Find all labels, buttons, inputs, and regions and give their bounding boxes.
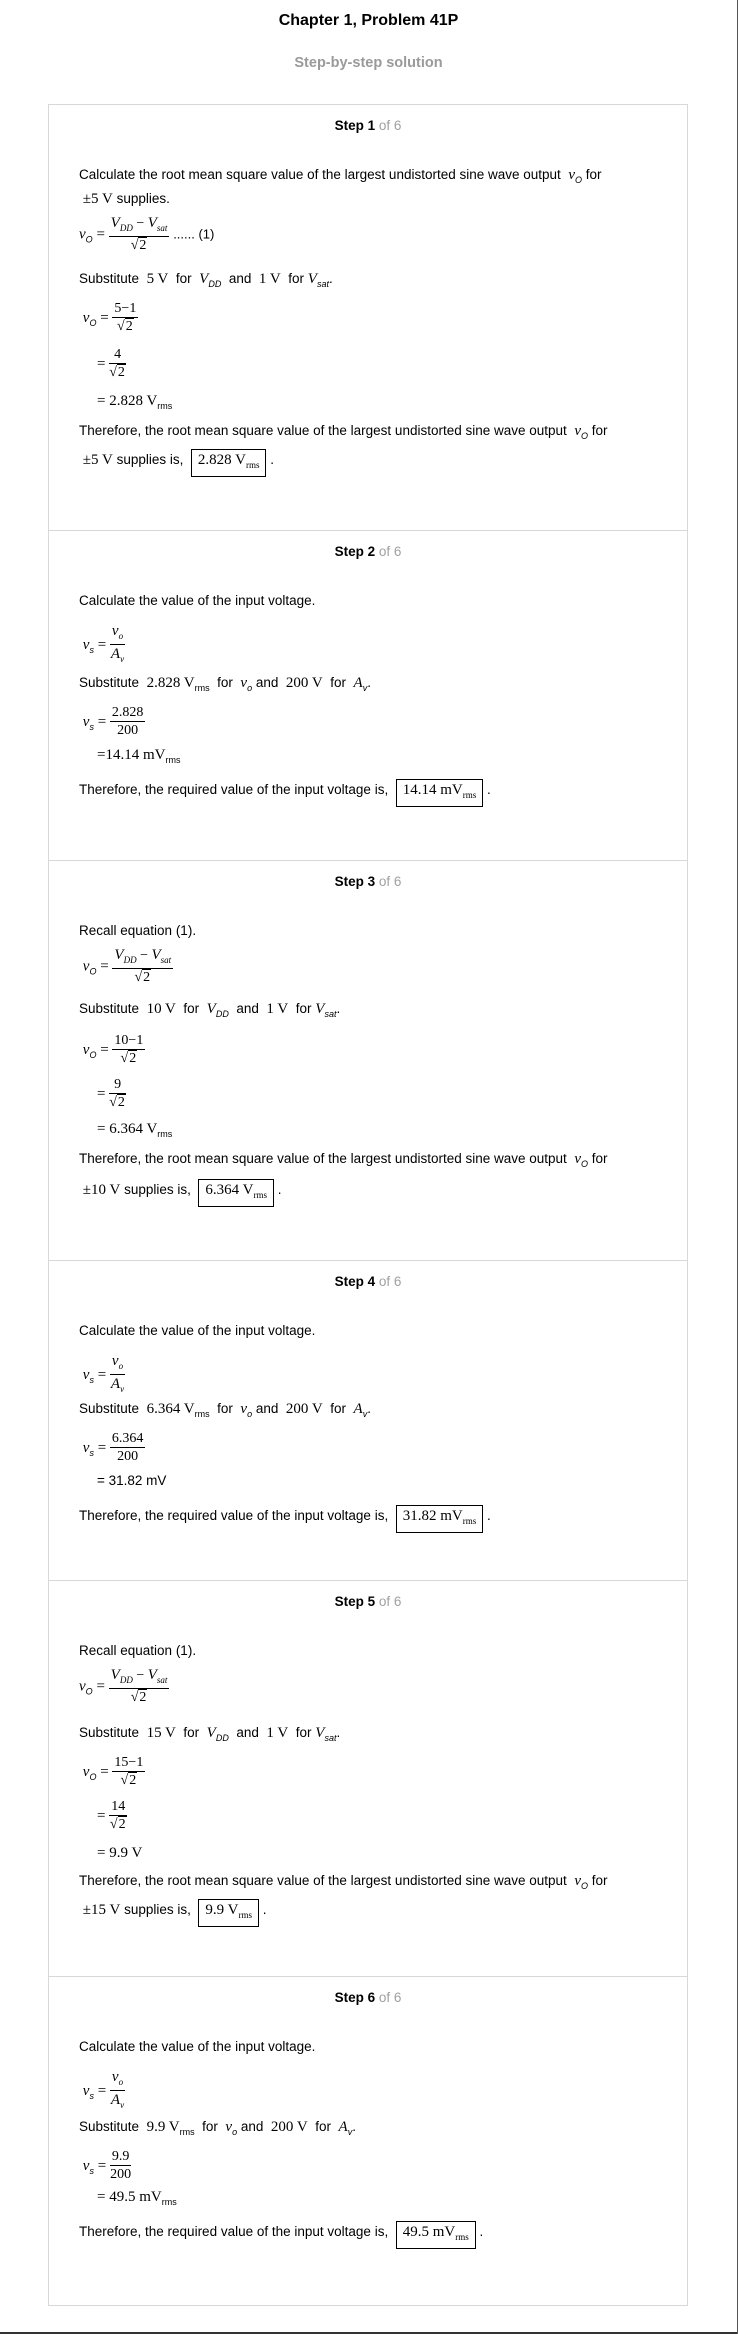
page-subtitle: Step-by-step solution [294, 55, 443, 71]
result-line: = 9.9 V [97, 1845, 143, 1861]
substitute-line: Substitute 15 V for $V_{DD}$ and 1 V for $V_{sat}$. [79, 1725, 341, 1743]
calc-line-1: $v_O$ = $\frac{10-1}{√2}$ [82, 1033, 144, 1066]
answer-box: 31.82 $mV_{rms}$ [396, 1505, 484, 1533]
answer-line: Therefore, the required value of the input voltage is, 14.14 $mV_{rms}$ . [79, 779, 491, 807]
step-heading: Step 2 of 6 [334, 544, 402, 559]
step-card-3 [48, 860, 688, 1260]
step-heading: Step 1 of 6 [334, 118, 402, 133]
calc-line-1: $v_s$ = $\frac{2.828}{200}$ [82, 705, 144, 738]
calc-line-2: = $\frac{14}{√2}$ [97, 1799, 126, 1832]
substitute-line: Substitute 10 V for $V_{DD}$ and 1 V for $V_{sat}$. [79, 1001, 341, 1019]
equation-1: $v_O$ = $\frac{V_{DD} - V_{sat}}{√2}$ [79, 1667, 168, 1705]
step-intro: Recall equation (1). [79, 1643, 197, 1658]
result-line: = 49.5 $mV_{rms}$ [97, 2189, 177, 2207]
answer-box: 6.364 $V_{rms}$ [198, 1179, 274, 1207]
calc-line-1: $v_O$ = $\frac{15-1}{√2}$ [82, 1755, 144, 1788]
calc-line-2: = $\frac{4}{√2}$ [97, 347, 125, 380]
conclusion-line: Therefore, the root mean square value of the largest undistorted sine wave output $v_O$ for [79, 1151, 608, 1169]
conclusion-line: Therefore, the root mean square value of the largest undistorted sine wave output $v_O$ for [79, 423, 608, 441]
equation-1: $v_O$ = $\frac{V_{DD} - V_{sat}}{√2}$ [82, 947, 172, 985]
calc-line-2: = $\frac{9}{√2}$ [97, 1077, 125, 1110]
step-heading: Step 6 of 6 [334, 1990, 402, 2005]
substitute-line: Substitute 5 V for $V_{DD}$ and 1 V for $V_{sat}$. [79, 271, 333, 289]
answer-line: Therefore, the required value of the input voltage is, 49.5 $mV_{rms}$ . [79, 2221, 483, 2249]
step-intro: Calculate the value of the input voltage. [79, 2039, 316, 2054]
substitute-line: Substitute 9.9 $V_{rms}$ for $v_o$ and 200 V for $A_v$. [79, 2119, 356, 2137]
step-card-1 [48, 104, 688, 530]
answer-box: 49.5 $mV_{rms}$ [396, 2221, 476, 2249]
equation-1: $v_O$ = $\frac{V_{DD} - V_{sat}}{√2}$ ...... (1) [79, 215, 215, 253]
supplies-line: ±5 V supplies. [82, 191, 170, 207]
result-line: = 31.82 mV [97, 1473, 167, 1488]
answer-line: ±10 V supplies is, 6.364 $V_{rms}$ . [79, 1179, 281, 1207]
answer-box: 2.828 $V_{rms}$ [191, 449, 267, 477]
answer-box: 14.14 $mV_{rms}$ [396, 779, 484, 807]
page-title: Chapter 1, Problem 41P [278, 12, 459, 29]
equation: $v_s$ = $\frac{v_o}{A_v}$ [82, 2069, 125, 2110]
step-heading: Step 5 of 6 [334, 1594, 402, 1609]
step-heading: Step 4 of 6 [334, 1274, 402, 1289]
answer-box: 9.9 $V_{rms}$ [198, 1899, 259, 1927]
answer-line: ±15 V supplies is, 9.9 $V_{rms}$ . [79, 1899, 266, 1927]
substitute-line: Substitute 6.364 $V_{rms}$ for $v_o$ and 200 V for $A_v$. [79, 1401, 371, 1419]
equation: $v_s$ = $\frac{v_o}{A_v}$ [82, 623, 125, 664]
step-heading: Step 3 of 6 [334, 874, 402, 889]
step-intro: Calculate the value of the input voltage. [79, 1323, 316, 1338]
step-intro: Calculate the root mean square value of the largest undistorted sine wave output $v_O$ for [79, 167, 602, 185]
result-line: = 6.364 $V_{rms}$ [97, 1121, 173, 1139]
substitute-line: Substitute 2.828 $V_{rms}$ for $v_o$ and 200 V for $A_v$. [79, 675, 371, 693]
answer-line: Therefore, the required value of the input voltage is, 31.82 $mV_{rms}$ . [79, 1505, 491, 1533]
step-intro: Recall equation (1). [79, 923, 197, 938]
calc-line-1: $v_s$ = $\frac{6.364}{200}$ [82, 1431, 144, 1464]
answer-line: ±5 V supplies is, 2.828 $V_{rms}$ . [79, 449, 274, 477]
step-card-6 [48, 1976, 688, 2306]
result-line: = 2.828 $V_{rms}$ [97, 393, 173, 411]
step-card-2 [48, 530, 688, 860]
calc-line-1: $v_s$ = $\frac{9.9}{200}$ [82, 2149, 132, 2182]
step-card-4 [48, 1260, 688, 1580]
step-intro: Calculate the value of the input voltage. [79, 593, 316, 608]
result-line: =14.14 $mV_{rms}$ [97, 747, 181, 765]
calc-line-1: $v_O$ = $\frac{5-1}{√2}$ [82, 301, 137, 334]
step-card-5 [48, 1580, 688, 1976]
conclusion-line: Therefore, the root mean square value of the largest undistorted sine wave output $v_O$ for [79, 1873, 608, 1891]
equation: $v_s$ = $\frac{v_o}{A_v}$ [82, 1353, 125, 1394]
